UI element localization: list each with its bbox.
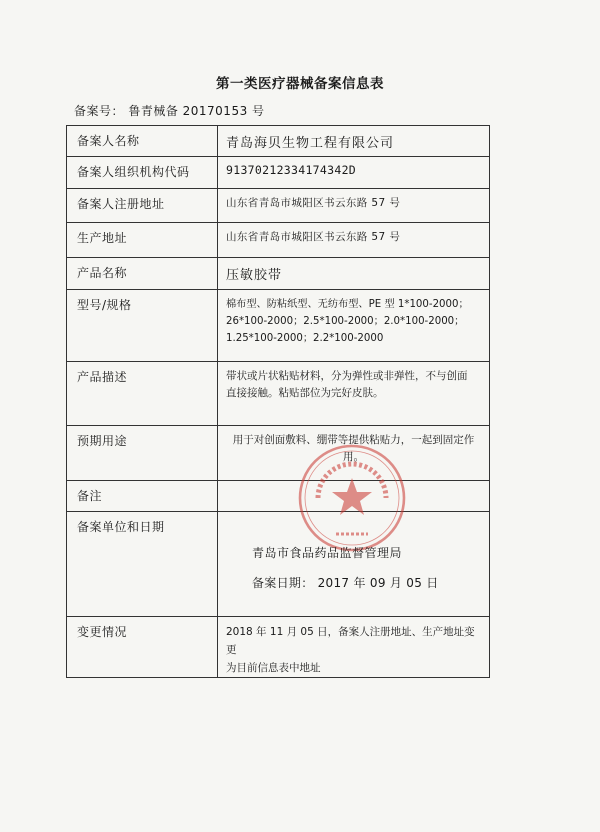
spec-line: 棉布型、防粘纸型、无纺布型、PE 型 1*100-2000； [226, 299, 469, 310]
value-intended-use [218, 426, 490, 481]
document-title: 第一类医疗器械备案信息表 [216, 76, 384, 92]
usage-line: 用。 [343, 451, 364, 463]
spec-line: 1.25*100-2000；2.2*100-2000 [226, 333, 384, 344]
value-model-spec [218, 290, 490, 362]
value-remarks [218, 481, 490, 512]
value-production-address: 山东省青岛市城阳区书云东路 57 号 [218, 223, 490, 258]
record-table [66, 125, 490, 678]
label-change-history: 变更情况 [67, 617, 218, 678]
label-org-code: 备案人组织机构代码 [67, 157, 218, 189]
table-row [67, 223, 490, 258]
table-row [67, 426, 490, 481]
value-change-history [218, 617, 490, 678]
table-row [67, 362, 490, 426]
table-row [67, 258, 490, 290]
table-row [67, 481, 490, 512]
label-filing-unit-date: 备案单位和日期 [67, 512, 218, 617]
table-row [67, 512, 490, 617]
table-row [67, 189, 490, 223]
value-org-code: 91370212334174342D [218, 157, 490, 189]
filing-agency: 青岛市食品药品监督管理局 [252, 546, 403, 560]
label-registered-address: 备案人注册地址 [67, 189, 218, 223]
record-number: 备案号： 鲁青械备 20170153 号 [74, 104, 265, 118]
label-remarks: 备注 [67, 481, 218, 512]
table-row [67, 157, 490, 189]
description-line: 直接接触。粘贴部位为完好皮肤。 [226, 387, 384, 399]
filing-date: 备案日期： 2017 年 09 月 05 日 [252, 576, 439, 590]
label-model-spec: 型号/规格 [67, 290, 218, 362]
table-row [67, 126, 490, 157]
value-filing-unit-date [218, 512, 490, 617]
label-production-address: 生产地址 [67, 223, 218, 258]
table-row [67, 617, 490, 678]
usage-line: 用于对创面敷料、绷带等提供粘贴力，一起到固定作 [232, 434, 475, 446]
value-filer-name: 青岛海贝生物工程有限公司 [218, 126, 490, 157]
spec-line: 26*100-2000；2.5*100-2000；2.0*100-2000； [226, 316, 465, 327]
value-registered-address: 山东省青岛市城阳区书云东路 57 号 [218, 189, 490, 223]
change-line: 为目前信息表中地址 [226, 662, 321, 674]
change-line: 2018 年 11 月 05 日，备案人注册地址、生产地址变更 [226, 626, 475, 656]
table-row [67, 290, 490, 362]
value-product-name: 压敏胶带 [218, 258, 490, 290]
label-filer-name: 备案人名称 [67, 126, 218, 157]
description-line: 带状或片状粘贴材料，分为弹性或非弹性，不与创面 [226, 370, 468, 382]
label-intended-use: 预期用途 [67, 426, 218, 481]
value-product-description [218, 362, 490, 426]
label-product-description: 产品描述 [67, 362, 218, 426]
label-product-name: 产品名称 [67, 258, 218, 290]
